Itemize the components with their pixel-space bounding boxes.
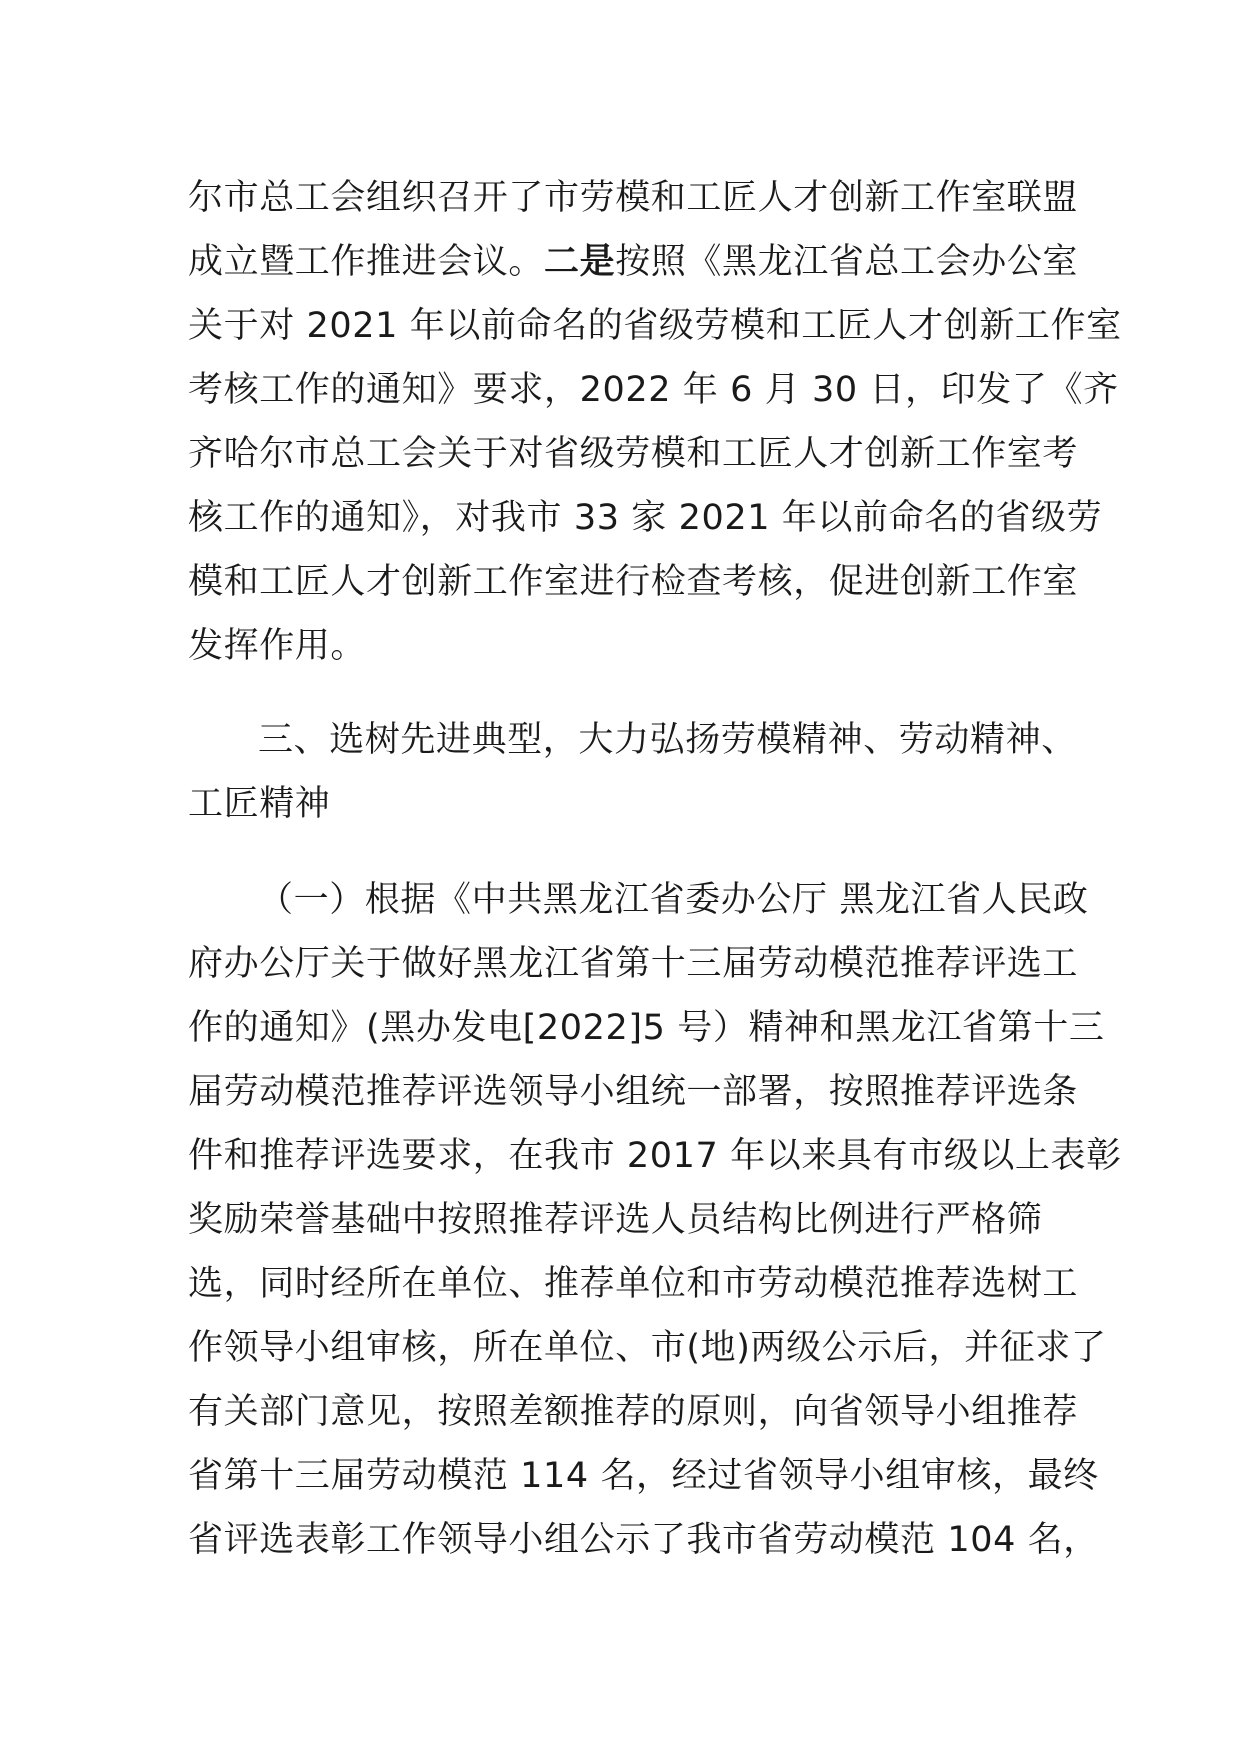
heading-line: 三、选树先进典型，大力弘扬劳模精神、劳动精神、: [258, 720, 1077, 760]
text-line: 尔市总工会组织召开了市劳模和工匠人才创新工作室联盟: [188, 178, 1079, 218]
text-line: 有关部门意见，按照差额推荐的原则，向省领导小组推荐: [188, 1392, 1079, 1432]
text-line: （一）根据《中共黑龙江省委办公厅 黑龙江省人民政: [258, 880, 1089, 920]
text-line: 省评选表彰工作领导小组公示了我市省劳动模范 104 名，: [188, 1520, 1099, 1560]
text-line: 作领导小组审核，所在单位、市(地)两级公示后，并征求了: [188, 1328, 1107, 1368]
text-line: 关于对 2021 年以前命名的省级劳模和工匠人才创新工作室: [188, 306, 1122, 346]
text-line: 考核工作的通知》要求，2022 年 6 月 30 日，印发了《齐: [188, 370, 1119, 410]
bold-emphasis: 二是: [544, 242, 616, 282]
paragraph-studio-assessment: [188, 166, 1122, 678]
text-line: [188, 230, 1079, 294]
text-line: 核工作的通知》，对我市 33 家 2021 年以前命名的省级劳: [188, 498, 1103, 538]
heading-line: 工匠精神: [188, 784, 331, 824]
text-line: 作的通知》(黑办发电[2022]5 号）精神和黑龙江省第十三: [188, 1008, 1105, 1048]
paragraph-labor-model-selection: [188, 868, 1122, 1572]
text-line: 府办公厅关于做好黑龙江省第十三届劳动模范推荐评选工: [188, 944, 1079, 984]
text-line: 届劳动模范推荐评选领导小组统一部署，按照推荐评选条: [188, 1072, 1079, 1112]
text-span: 按照《黑龙江省总工会办公室: [615, 242, 1079, 282]
text-span: 成立暨工作推进会议。: [188, 242, 545, 282]
text-line: 发挥作用。: [188, 626, 367, 666]
text-line: 模和工匠人才创新工作室进行检查考核，促进创新工作室: [188, 562, 1079, 602]
text-line: 齐哈尔市总工会关于对省级劳模和工匠人才创新工作室考: [188, 434, 1079, 474]
section-heading-three: [188, 708, 1077, 836]
text-line: 选，同时经所在单位、推荐单位和市劳动模范推荐选树工: [188, 1264, 1079, 1304]
text-line: 省第十三届劳动模范 114 名，经过省领导小组审核，最终: [188, 1456, 1099, 1496]
text-line: 件和推荐评选要求，在我市 2017 年以来具有市级以上表彰: [188, 1136, 1122, 1176]
text-line: 奖励荣誉基础中按照推荐评选人员结构比例进行严格筛: [188, 1200, 1043, 1240]
